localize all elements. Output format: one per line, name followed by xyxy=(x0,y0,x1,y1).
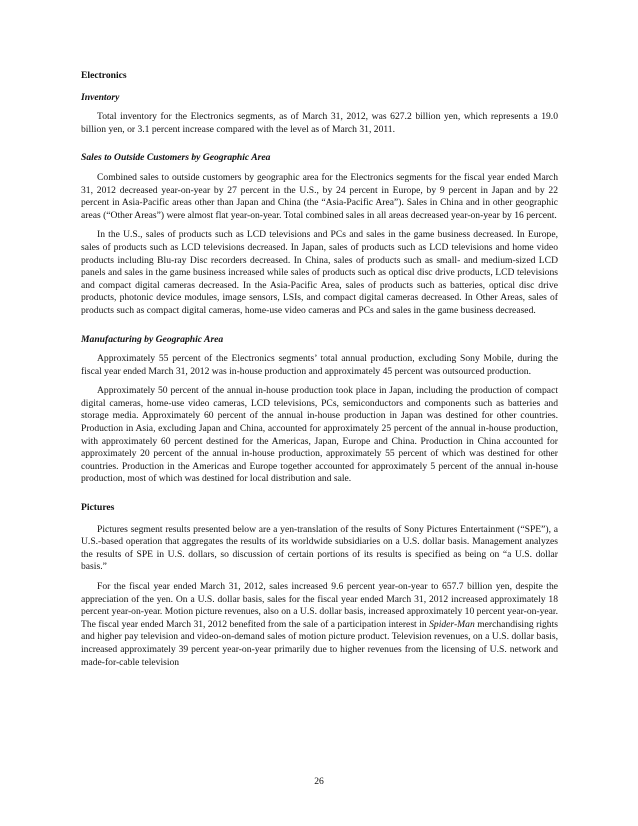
paragraph-inventory: Total inventory for the Electronics segments, as of March 31, 2012, was 627.2 billion yen, which represents a 19.0 billion yen, or 3.1 percent increase compared with the level as of March 31, 2011. xyxy=(81,111,558,135)
paragraph-pictures-2-part-b: merchandising rights and higher pay television and video-on-demand sales of motion picture product. Television revenues, on a U.S. dollar basis, increased approximately 39 percent year-on-year primarily due to higher revenues from the licensing of U.S. network and made-for-cable television xyxy=(81,618,559,668)
section-title-electronics: Electronics xyxy=(81,70,127,81)
paragraph-pictures-1: Pictures segment results presented below are a yen-translation of the results of Sony Pictures Entertainment (“SPE”), a U.S.-based operation that aggregates the results of its worldwide subsidiaries on a U.S. dollar basis. Management analyzes the results of SPE in U.S. dollars, so discussion of certain portions of its results is specified as being on “a U.S. dollar basis.” xyxy=(81,523,558,573)
paragraph-manufacturing-1: Approximately 55 percent of the Electronics segments’ total annual production, excluding Sony Mobile, during the fiscal year ended March 31, 2012 was in-house production and approximately 45 percent was outsourced production. xyxy=(81,353,558,377)
section-title-pictures: Pictures xyxy=(81,502,115,514)
subheading-inventory: Inventory xyxy=(81,91,120,103)
paragraph-sales-2: In the U.S., sales of products such as LCD televisions and PCs and sales in the game business decreased. In Europe, sales of products such as LCD televisions decreased. In Japan, sales of products such as LCD televisions and home video products including Blu-ray Disc recorders decreased. In China, sales of products such as small- and medium-sized LCD panels and sales in the game business increased while sales of products such as optical disc drive products, LCD televisions and compact digital cameras decreased. In the Asia-Pacific Area, sales of products such as batteries, optical disc drive products, photonic device modules, image sensors, LSIs, and compact digital cameras decreased. In Other Areas, sales of products such as compact digital cameras, home-use video cameras and PCs and sales in the game business decreased. xyxy=(81,229,558,316)
subheading-manufacturing: Manufacturing by Geographic Area xyxy=(81,333,224,345)
paragraph-pictures-2-part-a: For the fiscal year ended March 31, 2012, sales increased 9.6 percent year-on-year to 657.7 billion yen, despite the appreciation of the yen. On a U.S. dollar basis, sales for the fiscal year ended March 31, 2012 increased approximately 18 percent year-on-year. Motion picture revenues, also on a U.S. dollar basis, increased approximately 10 percent year-on-year. The fiscal year ended March 31, 2012 benefited from the sale of a participation interest in xyxy=(81,581,558,630)
paragraph-sales-1: Combined sales to outside customers by geographic area for the Electronics segments for the fiscal year ended March 31, 2012 decreased year-on-year by 27 percent in the U.S., by 24 percent in Europe, by 9 percent in Japan and by 22 percent in Asia-Pacific areas other than Japan and China (the “Asia-Pacific Area”). Sales in China and in other geographic areas (“Other Areas”) were almost flat year-on-year. Total combined sales in all areas decreased year-on-year by 16 percent. xyxy=(81,171,558,221)
subheading-sales-geographic: Sales to Outside Customers by Geographic Area xyxy=(81,152,271,164)
paragraph-manufacturing-2: Approximately 50 percent of the annual in-house production took place in Japan, including the production of compact digital cameras, home-use video cameras, LCD televisions, PCs, semiconductors and components such as batteries and storage media. Approximately 60 percent of the annual in-house production in Japan was destined for other countries. Production in Asia, excluding Japan and China, accounted for approximately 25 percent of the annual in-house production, with approximately 60 percent destined for the Americas, Japan, Europe and China. Production in China accounted for approximately 20 percent of the annual in-house production, approximately 55 percent of which was destined for other countries. Production in the Americas and Europe together accounted for approximately 5 percent of the annual in-house production, most of which was destined for local distribution and sale. xyxy=(81,385,558,485)
paragraph-pictures-2 xyxy=(81,581,558,669)
spider-man-title: Spider-Man xyxy=(429,618,475,630)
page-number: 26 xyxy=(314,776,324,787)
